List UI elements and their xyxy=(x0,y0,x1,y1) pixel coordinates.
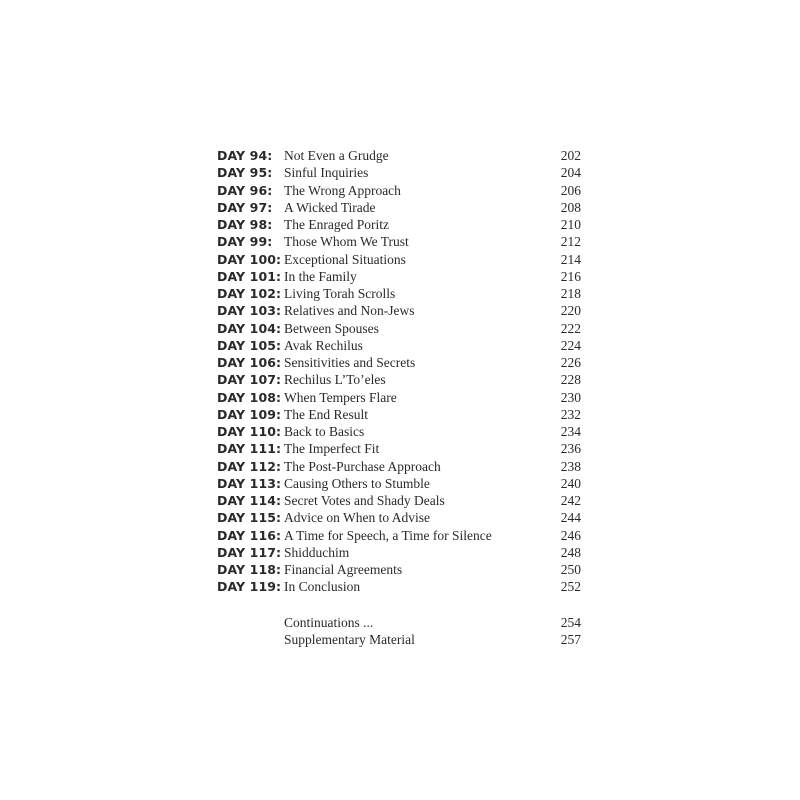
entry-title: Sensitivities and Secrets xyxy=(284,355,416,370)
page-number: 228 xyxy=(560,372,581,388)
page-number: 244 xyxy=(560,510,581,526)
day-label: DAY 98: xyxy=(217,217,273,232)
day-label: DAY 114: xyxy=(217,493,282,508)
day-label: DAY 119: xyxy=(217,579,282,595)
entry-title: Sinful Inquiries xyxy=(284,165,369,181)
toc-row xyxy=(217,147,583,164)
entry-title: A Time for Speech, a Time for Silence xyxy=(284,527,492,543)
day-label: DAY 118: xyxy=(217,562,282,577)
page-number: 226 xyxy=(560,355,581,370)
table-of-contents xyxy=(217,147,583,596)
entry-title: Supplementary Material xyxy=(284,632,415,648)
toc-row xyxy=(217,544,583,561)
toc-row xyxy=(217,631,583,648)
day-label: DAY 109: xyxy=(217,406,282,422)
entry-title: Causing Others to Stumble xyxy=(284,475,430,491)
page-number: 238 xyxy=(560,458,581,474)
entry-title: The Post-Purchase Approach xyxy=(284,458,441,474)
toc-row xyxy=(217,164,583,181)
page-number: 254 xyxy=(560,615,581,630)
page-number: 204 xyxy=(560,165,581,181)
toc-row xyxy=(217,268,583,285)
entry-title: Shidduchim xyxy=(284,544,350,560)
toc-row xyxy=(217,199,583,216)
toc-row xyxy=(217,389,583,406)
entry-title: Exceptional Situations xyxy=(284,251,406,267)
page-number: 230 xyxy=(560,389,581,405)
day-label: DAY 95: xyxy=(217,165,273,181)
entry-title: Not Even a Grudge xyxy=(284,148,389,163)
page-number: 257 xyxy=(560,632,581,648)
day-label: DAY 112: xyxy=(217,458,282,474)
entry-title: Back to Basics xyxy=(284,424,365,439)
entry-title: The Imperfect Fit xyxy=(284,441,380,457)
day-label: DAY 105: xyxy=(217,337,282,353)
entry-title: When Tempers Flare xyxy=(284,389,397,405)
toc-row xyxy=(217,492,583,509)
toc-row xyxy=(217,371,583,388)
toc-row xyxy=(217,285,583,302)
day-label: DAY 97: xyxy=(217,199,273,215)
day-label: DAY 100: xyxy=(217,251,282,267)
day-label: DAY 117: xyxy=(217,544,282,560)
toc-row xyxy=(217,475,583,492)
day-label: DAY 108: xyxy=(217,389,282,405)
day-label: DAY 102: xyxy=(217,286,282,301)
entry-title: Relatives and Non-Jews xyxy=(284,303,415,319)
toc-row xyxy=(217,440,583,457)
entry-title: In the Family xyxy=(284,268,357,284)
page-number: 210 xyxy=(560,217,581,232)
entry-title: The Wrong Approach xyxy=(284,182,401,198)
toc-row xyxy=(217,614,583,631)
page-number: 218 xyxy=(560,286,581,301)
page-number: 216 xyxy=(560,268,581,284)
page-number: 212 xyxy=(560,234,581,250)
toc-row xyxy=(217,561,583,578)
day-label: DAY 107: xyxy=(217,372,282,388)
toc-row xyxy=(217,337,583,354)
day-label: DAY 116: xyxy=(217,527,282,543)
page-number: 250 xyxy=(560,562,581,577)
page-number: 202 xyxy=(560,148,581,163)
page-number: 240 xyxy=(560,475,581,491)
entry-title: Continuations ... xyxy=(284,615,374,630)
day-label: DAY 96: xyxy=(217,182,273,198)
entry-title: The Enraged Poritz xyxy=(284,217,389,232)
toc-row xyxy=(217,233,583,250)
entry-title: Secret Votes and Shady Deals xyxy=(284,493,445,508)
toc-row xyxy=(217,320,583,337)
page-number: 232 xyxy=(560,406,581,422)
day-label: DAY 110: xyxy=(217,424,282,439)
entry-title: Those Whom We Trust xyxy=(284,234,409,250)
page-number: 236 xyxy=(560,441,581,457)
page-number: 252 xyxy=(560,579,581,595)
toc-row xyxy=(217,406,583,423)
page-number: 206 xyxy=(560,182,581,198)
toc-row xyxy=(217,578,583,595)
page-number: 214 xyxy=(560,251,581,267)
day-label: DAY 113: xyxy=(217,475,282,491)
day-label: DAY 111: xyxy=(217,441,282,457)
toc-row xyxy=(217,423,583,440)
day-label: DAY 104: xyxy=(217,320,282,336)
toc-row xyxy=(217,182,583,199)
toc-row xyxy=(217,527,583,544)
entry-title: Advice on When to Advise xyxy=(284,510,430,526)
page-number: 234 xyxy=(560,424,581,439)
toc-row xyxy=(217,509,583,526)
day-label: DAY 106: xyxy=(217,355,282,370)
day-label: DAY 101: xyxy=(217,268,282,284)
entry-title: Living Torah Scrolls xyxy=(284,286,396,301)
entry-title: The End Result xyxy=(284,406,368,422)
entry-title: A Wicked Tirade xyxy=(284,199,376,215)
page-number: 222 xyxy=(560,320,581,336)
page-number: 220 xyxy=(560,303,581,319)
entry-title: Between Spouses xyxy=(284,320,379,336)
day-label: DAY 103: xyxy=(217,303,282,319)
day-label: DAY 99: xyxy=(217,234,273,250)
page-number: 242 xyxy=(560,493,581,508)
entry-title: Rechilus L’To’eles xyxy=(284,372,386,388)
day-label: DAY 115: xyxy=(217,510,282,526)
page-number: 224 xyxy=(560,337,581,353)
page-number: 248 xyxy=(560,544,581,560)
entry-title: Avak Rechilus xyxy=(284,337,363,353)
page-number: 208 xyxy=(560,199,581,215)
day-label: DAY 94: xyxy=(217,148,273,163)
back-matter-list xyxy=(217,614,583,649)
toc-row xyxy=(217,251,583,268)
entry-title: In Conclusion xyxy=(284,579,361,595)
toc-row xyxy=(217,458,583,475)
toc-row xyxy=(217,302,583,319)
page-number: 246 xyxy=(560,527,581,543)
entry-title: Financial Agreements xyxy=(284,562,403,577)
toc-row xyxy=(217,216,583,233)
toc-row xyxy=(217,354,583,371)
